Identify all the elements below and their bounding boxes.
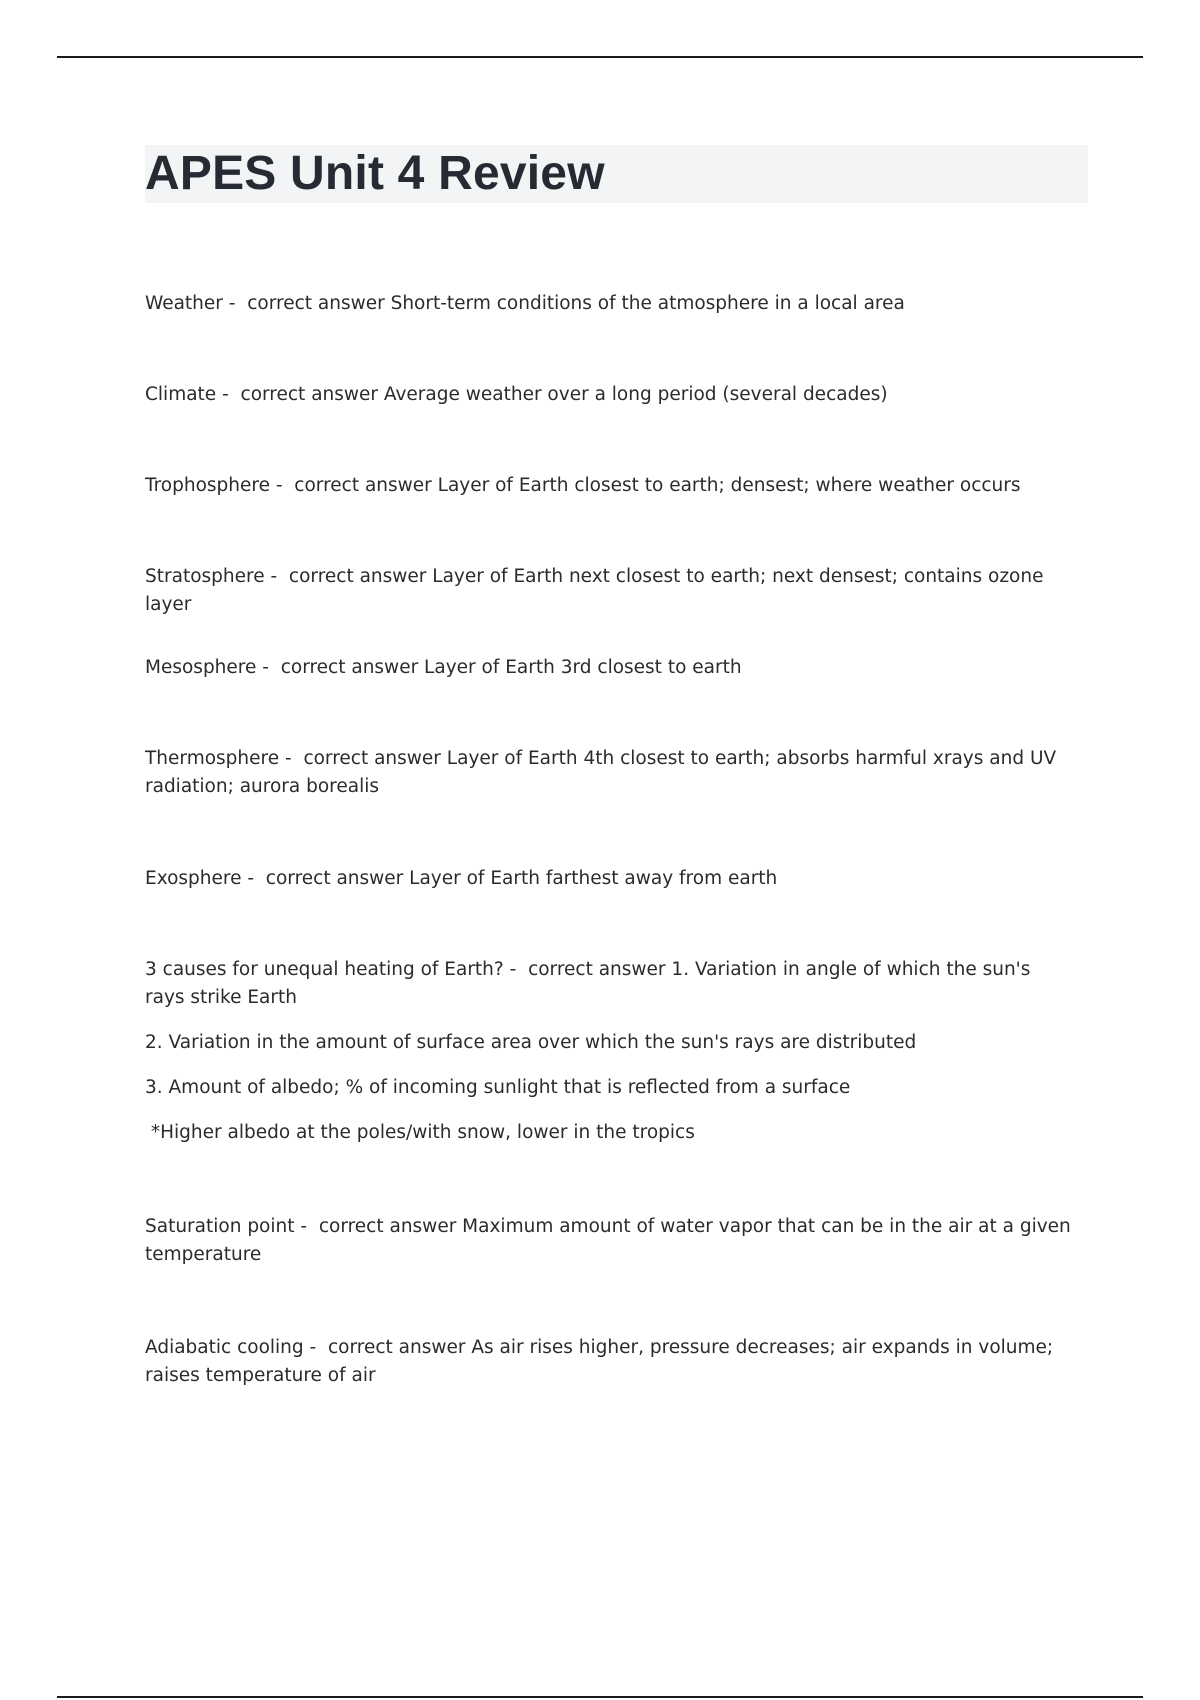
entry-unequal-heating <box>145 956 1075 1147</box>
entry-mesosphere <box>145 654 1075 682</box>
entry-term: Trophosphere <box>145 475 270 496</box>
entry-extra-line: *Higher albedo at the poles/with snow, lower in the tropics <box>145 1122 695 1143</box>
entry-separator: - <box>241 868 266 889</box>
entry-separator: - <box>294 1216 319 1237</box>
entry-saturation-point <box>145 1213 1075 1269</box>
entry-adiabatic-cooling <box>145 1334 1075 1390</box>
bottom-rule <box>57 1696 1143 1698</box>
entry-separator: - <box>264 566 289 587</box>
entry-answer: correct answer Layer of Earth 3rd closest to earth <box>280 657 742 678</box>
entry-separator: - <box>222 293 248 314</box>
entry-extra-line: 3. Amount of albedo; % of incoming sunlight that is reflected from a surface <box>145 1077 851 1098</box>
entry-term: Exosphere <box>145 868 242 889</box>
entry-answer: correct answer Layer of Earth 4th closest to earth; absorbs harmful xrays and UV radiation; aurora borealis <box>145 748 1057 797</box>
entry-text <box>145 745 1075 801</box>
entry-answer: correct answer Average weather over a long period (several decades) <box>240 384 888 405</box>
entry-text <box>145 654 1075 682</box>
entry-separator: - <box>216 384 241 405</box>
entry-text <box>145 1213 1075 1269</box>
entry-separator: - <box>256 657 281 678</box>
entry-term: 3 causes for unequal heating of Earth? <box>145 959 504 980</box>
entry-stratosphere <box>145 563 1075 619</box>
entry-thermosphere <box>145 745 1075 801</box>
entry-term: Thermosphere <box>145 748 280 769</box>
entry-answer: correct answer Layer of Earth farthest away from earth <box>265 868 778 889</box>
entry-term: Mesosphere <box>145 657 257 678</box>
entry-term: Adiabatic cooling <box>145 1337 304 1358</box>
entry-text <box>145 1334 1075 1390</box>
entry-answer: correct answer Short-term conditions of the atmosphere in a local area <box>247 293 905 314</box>
entry-answer: correct answer Layer of Earth next closest to earth; next densest; contains ozone layer <box>145 566 1044 615</box>
entry-exosphere <box>145 865 1075 893</box>
entry-trophosphere <box>145 472 1075 500</box>
entry-extra-line: 2. Variation in the amount of surface area over which the sun's rays are distributed <box>145 1032 917 1053</box>
entry-answer: correct answer As air rises higher, pressure decreases; air expands in volume; raises temperature of air <box>145 1337 1054 1386</box>
entry-separator: - <box>303 1337 328 1358</box>
entry-answer: correct answer Maximum amount of water vapor that can be in the air at a given temperature <box>145 1216 1071 1265</box>
entry-text <box>145 381 1075 409</box>
entry-term: Saturation point <box>145 1216 295 1237</box>
entry-text <box>145 956 1075 1012</box>
entry-text <box>145 472 1075 500</box>
entry-separator: - <box>279 748 304 769</box>
page-title: APES Unit 4 Review <box>145 147 605 200</box>
entry-text <box>145 563 1075 619</box>
entry-text <box>145 865 1075 893</box>
entry-answer: correct answer 1. Variation in angle of which the sun's rays strike Earth <box>145 959 1031 1008</box>
entry-term: Weather <box>145 293 223 314</box>
entry-separator: - <box>503 959 529 980</box>
entry-term: Climate <box>145 384 217 405</box>
entry-answer: correct answer Layer of Earth closest to earth; densest; where weather occurs <box>294 475 1021 496</box>
entry-climate <box>145 381 1075 409</box>
entry-term: Stratosphere <box>145 566 265 587</box>
entry-weather <box>145 290 1075 318</box>
entry-separator: - <box>269 475 295 496</box>
top-rule <box>57 56 1143 58</box>
entry-text <box>145 290 1075 318</box>
